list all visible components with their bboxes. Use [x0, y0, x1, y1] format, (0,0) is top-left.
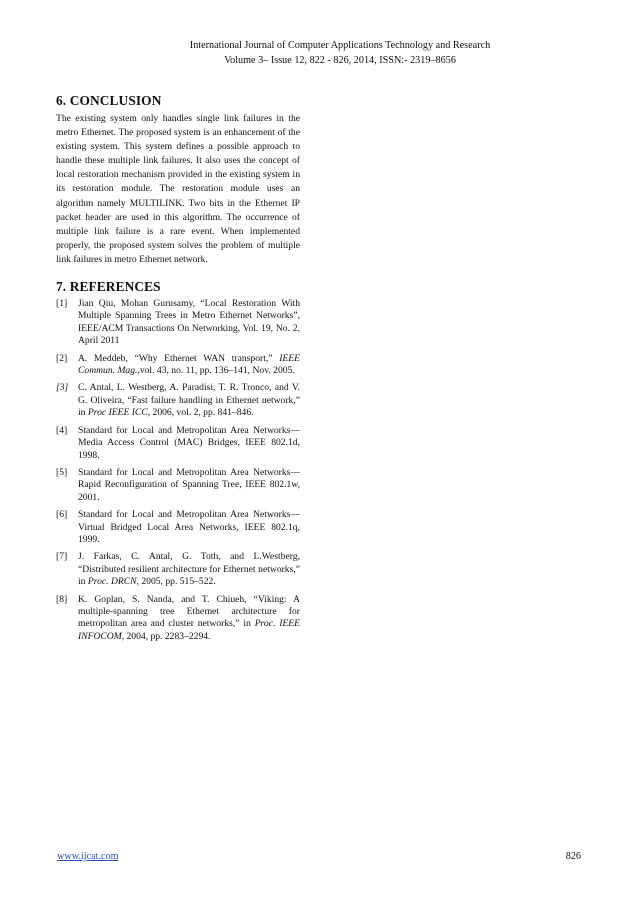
reference-number: [1]: [56, 298, 68, 310]
reference-text: [78, 425, 300, 462]
reference-text-part: Jian Qiu, Mohan Gurusamy, “Local Restoration With Multiple Spanning Trees in Metro Ethernet Networks”, IEEE/ACM Transactions On Networking, Vol. 19, No. 2, April 2011: [78, 298, 300, 347]
reference-item: [56, 467, 300, 504]
conclusion-heading: 6. CONCLUSION: [56, 93, 162, 108]
reference-text-part: ,vol. 43, no. 11, pp. 136–141, Nov. 2005.: [137, 365, 295, 377]
reference-text-part: Standard for Local and Metropolitan Area Networks—Virtual Bridged Local Area Networks, IEEE 802.1q, 1999.: [78, 509, 300, 545]
reference-text: [78, 467, 300, 504]
reference-text-part: C. Antal, L. Westberg, A. Paradisi, T. R. Tronco, and V. G. Oliveira, “Fast failure handling in Ethernet network,” in: [78, 382, 300, 419]
reference-item: [56, 382, 300, 419]
reference-text-part: Standard for Local and Metropolitan Area Networks—Rapid Reconfiguration of Spanning Tree, IEEE 802.1w, 2001.: [78, 466, 300, 503]
reference-text-part: A. Meddeb, “Why Ethernet WAN transport,”: [78, 352, 280, 364]
reference-text: [78, 551, 300, 588]
reference-item: [56, 594, 300, 644]
reference-text-part: , 2006, vol. 2, pp. 841–846.: [147, 407, 254, 419]
reference-text: [78, 509, 300, 546]
reference-text: [78, 298, 300, 348]
references-heading: 7. REFERENCES: [56, 279, 161, 295]
journal-header: [110, 38, 570, 68]
main-column: [56, 93, 300, 648]
reference-text: [78, 594, 300, 644]
journal-website-link[interactable]: www.ijcat.com: [57, 851, 119, 862]
reference-item: [56, 551, 300, 588]
reference-item: [56, 353, 300, 378]
reference-text: [78, 382, 300, 419]
page-number: 826: [565, 851, 581, 862]
reference-number: [5]: [56, 466, 68, 478]
reference-number: [7]: [56, 551, 68, 563]
reference-number: [3]: [56, 382, 69, 394]
reference-number: [4]: [56, 424, 68, 436]
reference-venue: Proc IEEE ICC: [87, 407, 148, 419]
reference-venue: Proc. DRCN: [87, 576, 137, 588]
reference-text-part: K. Goplan, S. Nanda, and T. Chiueh, “Viking: A multiple-spanning tree Ethernet architecture for metropolitan area and cluster networks,” in: [78, 593, 300, 630]
journal-volume-info: Volume 3– Issue 12, 822 - 826, 2014, ISSN:- 2319–8656: [224, 55, 456, 66]
reference-list: [56, 298, 300, 643]
reference-venue: IEEE Commun. Mag.: [78, 352, 300, 377]
reference-number: [6]: [56, 509, 68, 521]
journal-title: International Journal of Computer Applications Technology and Research: [189, 40, 491, 51]
conclusion-body: The existing system only handles single link failures in the metro Ethernet. The proposed system is an enhancement of the existing system. This system defines a possible approach to handle these multiple link failures. It also uses the concept of local restoration mechanism provided in the existing system in its restoration module. The restoration module uses an algorithm namely MULTILINK. Two bits in the Ethernet IP packet header are used in this algorithm. The occurrence of multiple link failure is a rare event. When implemented properly, the proposed system solves the problem of multiple link failures in metro Ethernet network.: [56, 113, 300, 265]
reference-item: [56, 298, 300, 348]
reference-text-part: J. Farkas, C. Antal, G. Toth, and L.Westberg, “Distributed resilient architecture for Ethernet networks,” in: [78, 551, 300, 588]
reference-number: [2]: [56, 352, 68, 364]
reference-venue: Proc. IEEE INFOCOM: [78, 618, 300, 642]
reference-item: [56, 425, 300, 462]
reference-text-part: , 2004, pp. 2283–2294.: [121, 630, 211, 642]
reference-text-part: Standard for Local and Metropolitan Area Networks—Media Access Control (MAC) Bridges, IEEE 802.1d, 1998.: [78, 424, 300, 461]
reference-number: [8]: [56, 593, 68, 605]
reference-text-part: , 2005, pp. 515–522.: [136, 576, 216, 588]
reference-item: [56, 509, 300, 546]
reference-text: [78, 353, 300, 378]
